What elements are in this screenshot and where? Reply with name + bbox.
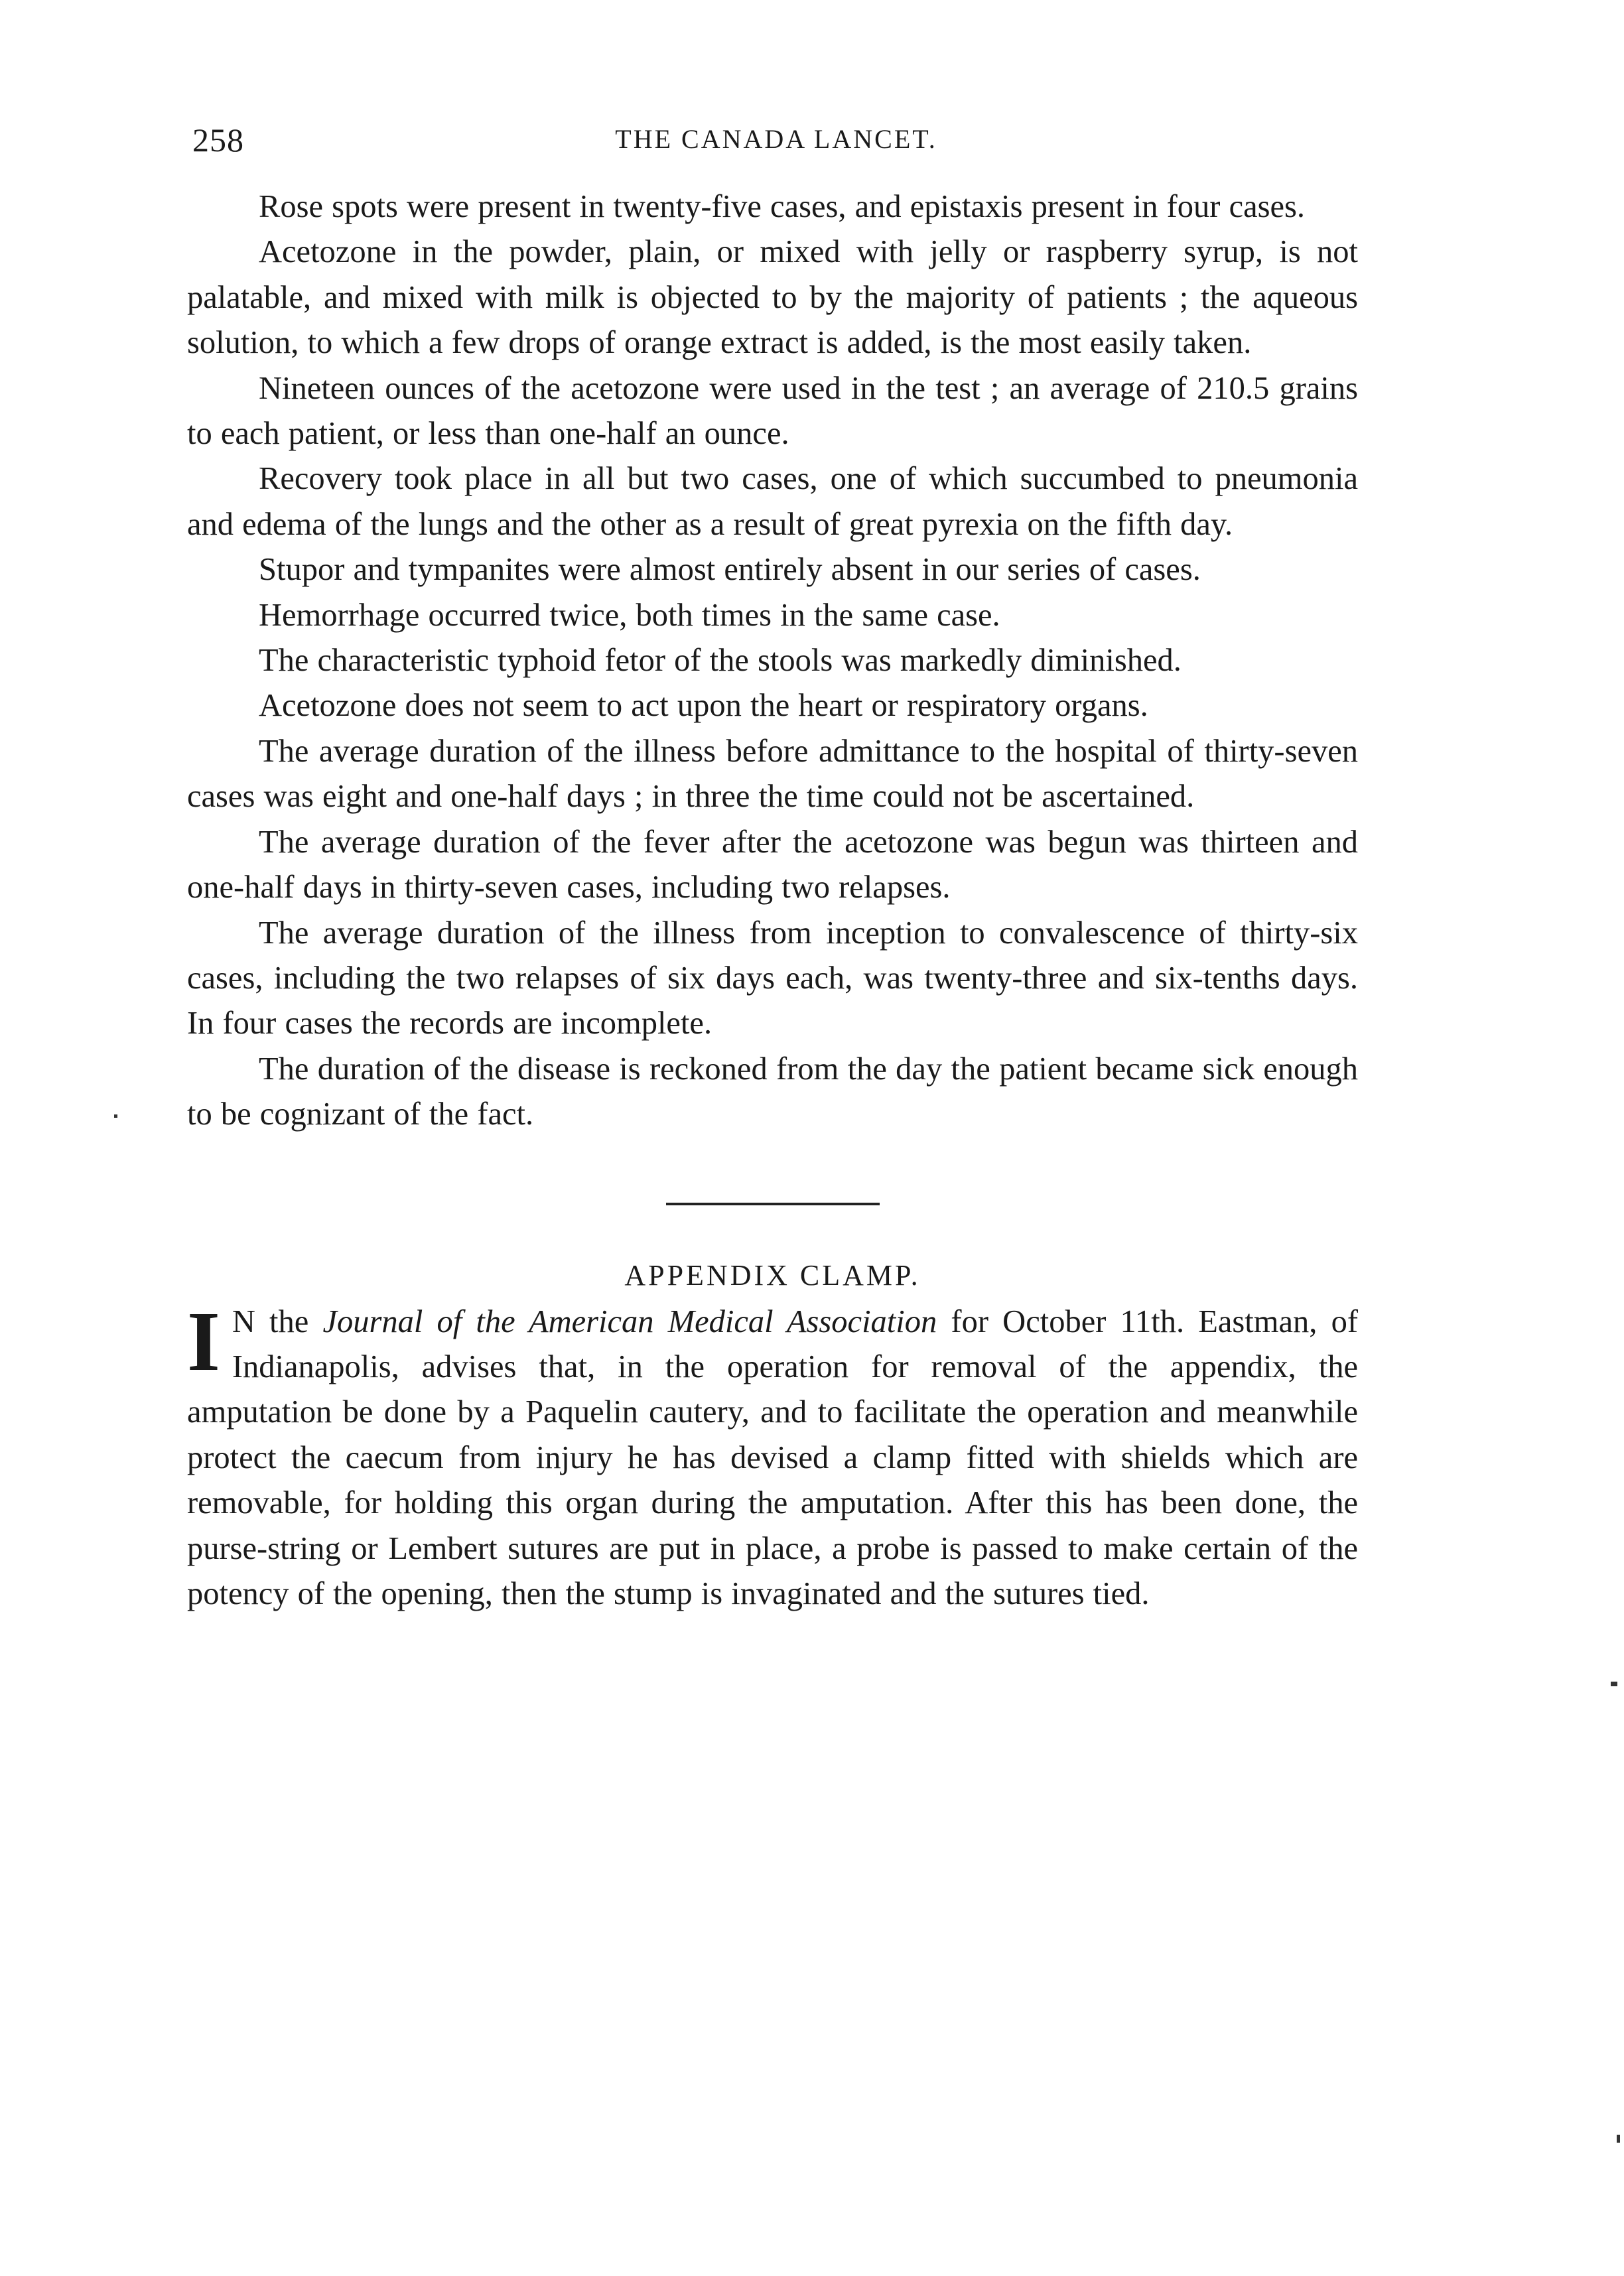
section-divider [666, 1203, 880, 1205]
running-head [192, 121, 1360, 167]
journal-title: THE CANADA LANCET. [615, 124, 937, 154]
journal-reference: Journal of the American Medical Association [322, 1304, 937, 1339]
margin-speck [1611, 1682, 1617, 1686]
paragraph: The characteristic typhoid fetor of the stools was markedly diminished. [259, 643, 1182, 679]
paragraph: The average duration of the fever after the acetozone was begun was thirteen and one-half days in thirty-seven cases, including two relapses. [187, 824, 1358, 905]
paragraph: Stupor and tympanites were almost entirely absent in our series of cases. [259, 552, 1201, 588]
paragraph: Acetozone does not seem to act upon the heart or respiratory organs. [259, 688, 1148, 724]
paragraph: Recovery took place in all but two cases, one of which succumbed to pneumonia and edema of the lungs and the other as a result of great pyrexia on the fifth day. [187, 461, 1358, 542]
appendix-paragraph [187, 1294, 1358, 1617]
drop-cap: I [187, 1294, 220, 1388]
appendix-lead: N the [232, 1304, 323, 1339]
article-body [187, 184, 1358, 1617]
appendix-text: for October 11th. Eastman, of Indianapolis, advises that, in the operation for removal of the appendix, the amputation be done by a Paquelin cautery, and to facilitate the operation and meanwhile protect the caecum from injury he has devised a clamp fitted with shields which are removable, for holding this organ during the amputation. After this has been done, the purse-string or Lembert sutures are put in place, a probe is passed to make certain of the potency of the opening, then the stump is invaginated and the sutures tied. [187, 1304, 1358, 1611]
paragraph: The average duration of the illness from inception to convalescence of thirty-six cases, including the two relapses of six days each, was twenty-three and six-tenths days. In four cases the records are incomplete. [187, 915, 1358, 1041]
paragraph: The average duration of the illness before admittance to the hospital of thirty-seven cases was eight and one-half days ; in three the time could not be ascertained. [187, 733, 1358, 815]
page-number: 258 [192, 121, 244, 159]
paragraph: The duration of the disease is reckoned from the day the patient became sick enough to be cognizant of the fact. [187, 1051, 1358, 1132]
section-heading: APPENDIX CLAMP. [624, 1258, 921, 1292]
paragraph: Rose spots were present in twenty-five cases, and epistaxis present in four cases. [259, 189, 1306, 224]
paragraph: Acetozone in the powder, plain, or mixed with jelly or raspberry syrup, is not palatable, and mixed with milk is objected to by the majority of patients ; the aqueous solution, to which a few drops of orange extract is added, is the most easily taken. [187, 234, 1358, 361]
paragraph: Hemorrhage occurred twice, both times in the same case. [259, 597, 1000, 633]
margin-speck [1617, 2135, 1620, 2143]
margin-speck [114, 1114, 117, 1118]
paragraph: Nineteen ounces of the acetozone were used in the test ; an average of 210.5 grains to each patient, or less than one-half an ounce. [187, 370, 1358, 452]
